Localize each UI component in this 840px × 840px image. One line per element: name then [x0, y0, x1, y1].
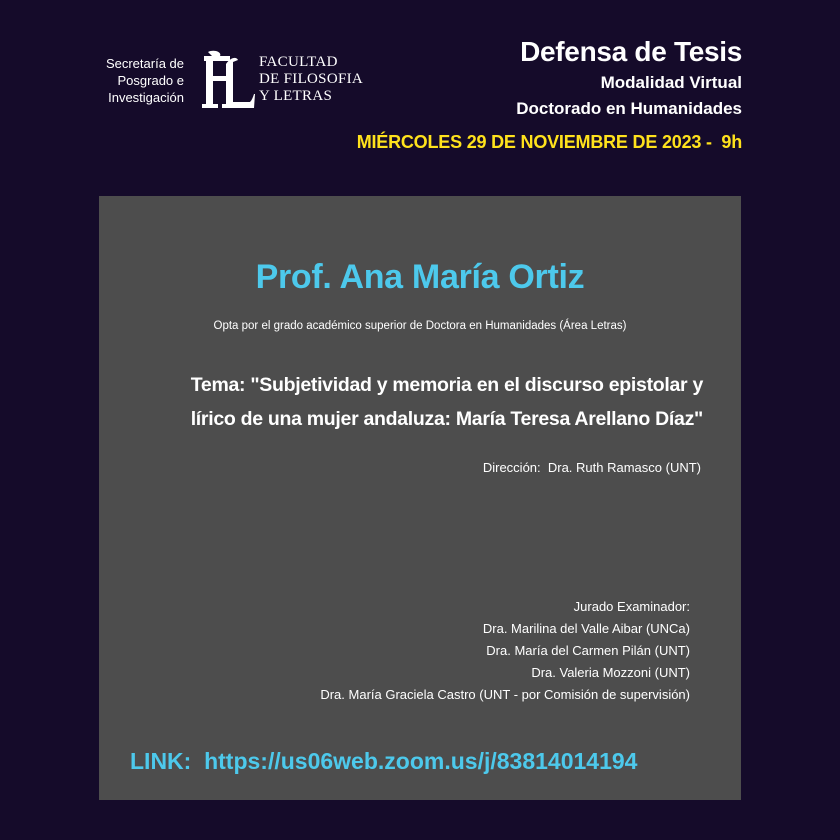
event-title: Defensa de Tesis — [520, 36, 742, 67]
facultad-name — [259, 54, 363, 105]
jury-member: Dra. Valeria Mozzoni (UNT) — [531, 665, 690, 680]
facultad-logo — [200, 50, 256, 110]
programa-text: Doctorado en Humanidades — [516, 99, 742, 118]
secretaria-posgrado-text — [86, 55, 184, 106]
secretaria-line-3: Investigación — [108, 90, 184, 105]
jury-member: Dra. María Graciela Castro (UNT - por Comisión de supervisión) — [320, 687, 690, 702]
thesis-topic — [119, 368, 703, 436]
director-text: Dirección: Dra. Ruth Ramasco (UNT) — [482, 460, 701, 475]
secretaria-line-2: Posgrado e — [117, 73, 184, 88]
jury-member: Dra. María del Carmen Pilán (UNT) — [486, 643, 690, 658]
event-date: MIÉRCOLES 29 DE NOVIEMBRE DE 2023 - 9h — [356, 132, 742, 152]
facultad-line-3: Y LETRAS — [259, 88, 333, 104]
info-card — [99, 196, 741, 800]
thesis-topic-line-2: lírico de una mujer andaluza: María Teresa Arellano Díaz" — [190, 408, 703, 430]
modalidad-text: Modalidad Virtual — [600, 73, 742, 92]
facultad-line-2: DE FILOSOFIA — [259, 71, 364, 87]
facultad-line-1: FACULTAD — [259, 54, 338, 70]
jury-list — [320, 596, 690, 706]
thesis-topic-line-1: Tema: "Subjetividad y memoria en el discurso epistolar y — [190, 374, 703, 396]
degree-text: Opta por el grado académico superior de Doctora en Humanidades (Área Letras) — [213, 320, 627, 332]
zoom-link[interactable]: LINK: https://us06web.zoom.us/j/83814014194 — [130, 748, 638, 774]
jury-title: Jurado Examinador: — [573, 599, 690, 614]
event-header — [516, 34, 742, 122]
secretaria-line-1: Secretaría de — [105, 56, 184, 71]
candidate-name: Prof. Ana María Ortiz — [255, 258, 585, 296]
jury-member: Dra. Marilina del Valle Aibar (UNCa) — [482, 621, 690, 636]
